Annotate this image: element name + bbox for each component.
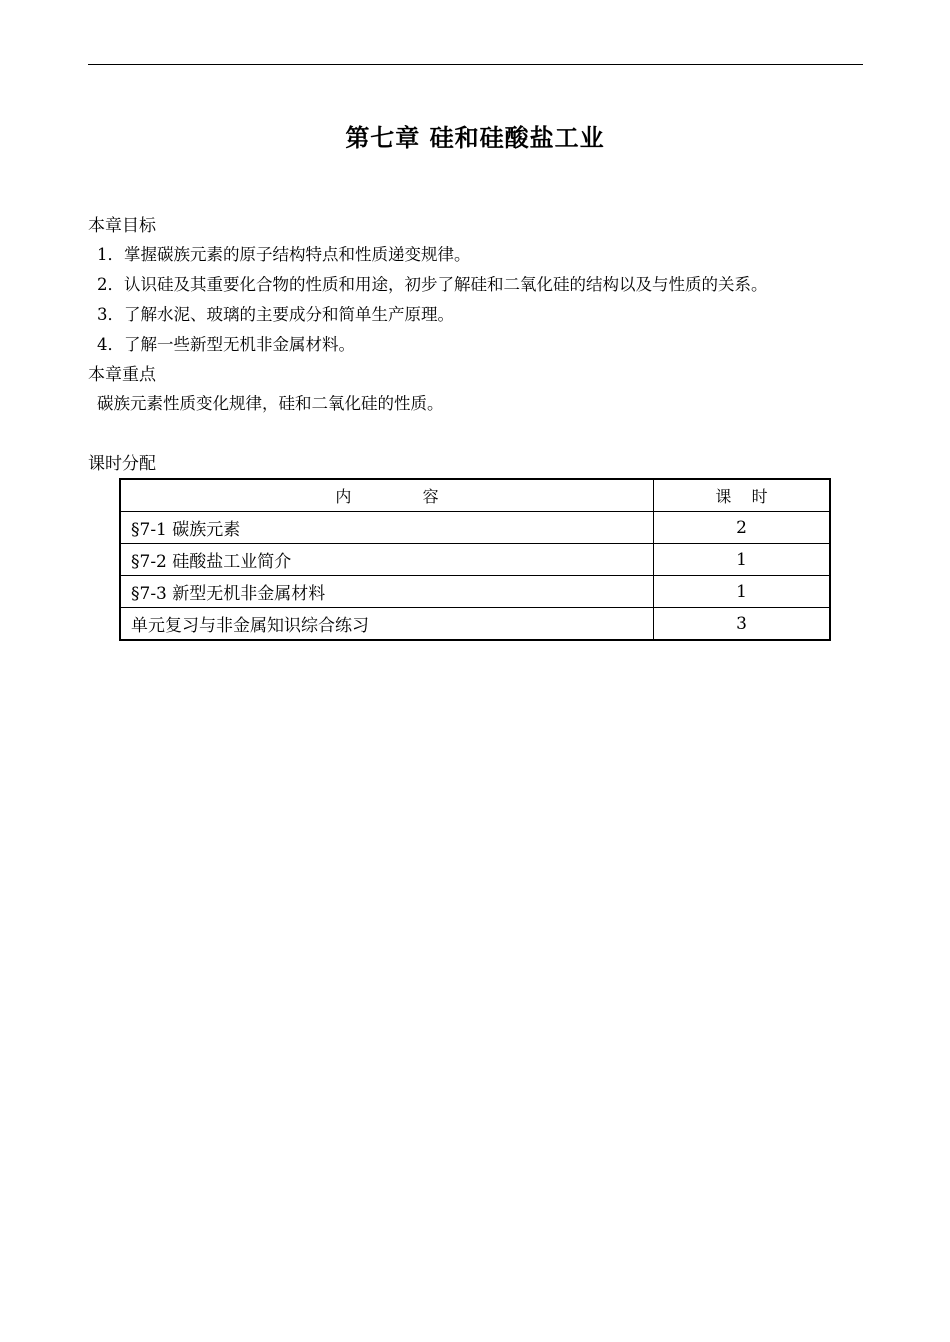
row-content: §7-2 硅酸盐工业简介 <box>120 544 654 576</box>
objective-item-1: 1．掌握碳族元素的原子结构特点和性质递变规律。 <box>97 245 471 264</box>
table-header-row <box>120 479 830 512</box>
row-content: §7-1 碳族元素 <box>120 512 654 544</box>
schedule-table <box>119 478 831 641</box>
column-header-content: 内 容 <box>120 479 654 512</box>
table-row <box>120 576 830 608</box>
objective-item-2: 2．认识硅及其重要化合物的性质和用途，初步了解硅和二氧化硅的结构以及与性质的关系。 <box>97 275 768 294</box>
column-header-hours: 课 时 <box>654 479 831 512</box>
table-row <box>120 512 830 544</box>
objectives-heading: 本章目标 <box>88 216 156 236</box>
row-content: §7-3 新型无机非金属材料 <box>120 576 654 608</box>
focus-heading: 本章重点 <box>88 365 156 385</box>
row-content: 单元复习与非金属知识综合练习 <box>120 608 654 641</box>
schedule-heading: 课时分配 <box>88 454 156 474</box>
chapter-title: 第七章 硅和硅酸盐工业 <box>345 123 605 152</box>
row-hours: 3 <box>654 608 831 641</box>
row-hours: 1 <box>654 576 831 608</box>
header-rule <box>88 64 863 65</box>
table-row <box>120 544 830 576</box>
objective-item-3: 3．了解水泥、玻璃的主要成分和简单生产原理。 <box>97 305 454 324</box>
table-row <box>120 608 830 641</box>
row-hours: 2 <box>654 512 831 544</box>
focus-text: 碳族元素性质变化规律，硅和二氧化硅的性质。 <box>97 394 444 413</box>
objective-item-4: 4．了解一些新型无机非金属材料。 <box>97 335 355 354</box>
row-hours: 1 <box>654 544 831 576</box>
